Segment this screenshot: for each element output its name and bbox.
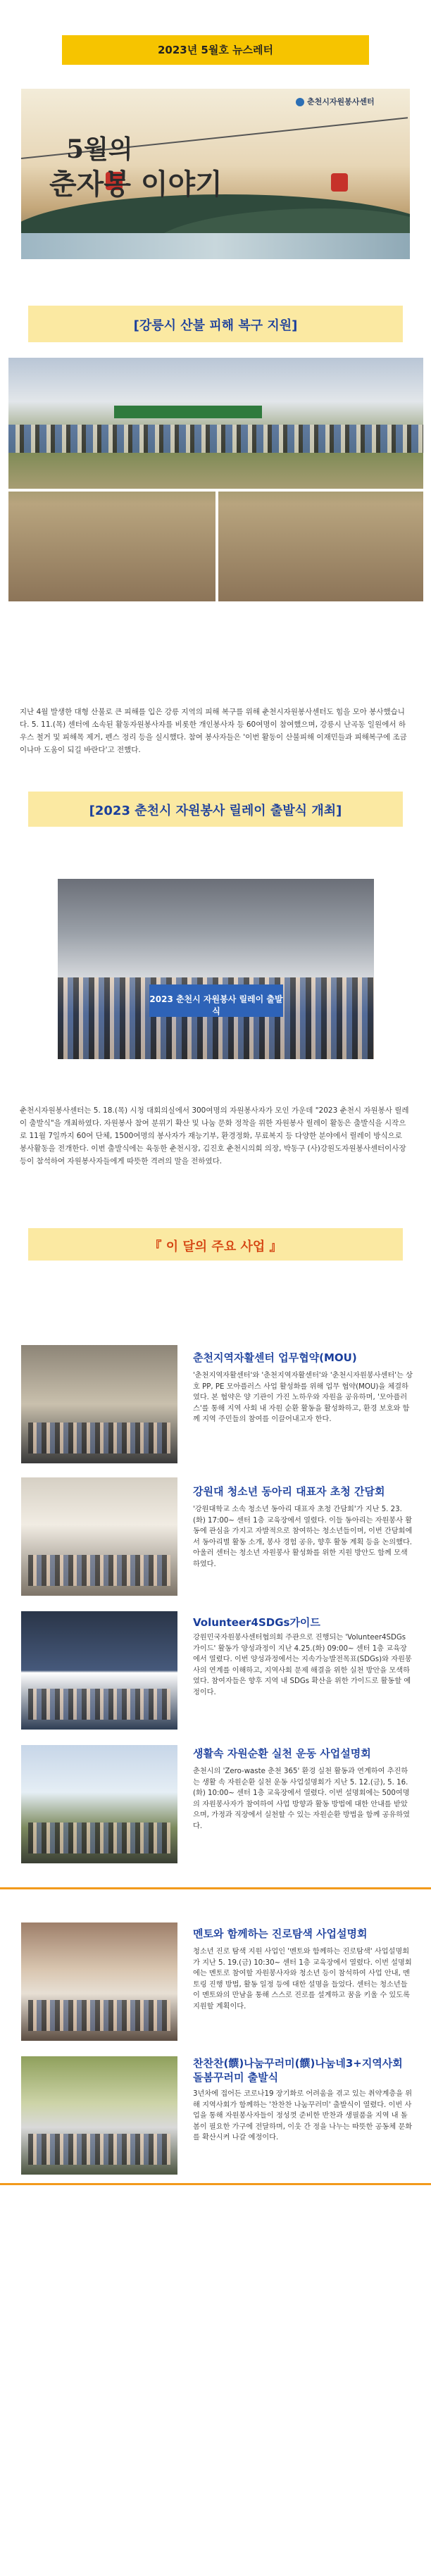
photo-divider xyxy=(216,492,218,601)
stage-banner xyxy=(149,984,283,1017)
section-title: [2023 춘천시 자원봉사 릴레이 출발식 개최] xyxy=(89,804,342,818)
item-title: 찬찬찬(饌)나눔꾸러미(饌)나눔네3+지역사회돌봄꾸러미 출발식 xyxy=(193,2057,403,2084)
wildfire-recovery-photo xyxy=(8,358,423,601)
volunteer-group-image xyxy=(8,425,423,453)
section-header-monthly xyxy=(28,1228,403,1261)
cable-car-image xyxy=(331,173,348,192)
people-image xyxy=(28,1689,170,1720)
item-description: '춘천지역자활센터'와 '춘천지역자활센터'와 '춘천시자원봉사센터'는 상호 PP, PE 모아플러스 사업 활성화를 위해 업무 협약(MOU)을 체결하였다. 본 협약은 양 기관이 가진 노하우와 자원을 공유하며, '모아플러스'를 통해 지역 사회 내 자원 순환 활동을 활성화하고, 환경 보호와 함께 지역 주민들의 참여를 이끌어내고자 한다. xyxy=(193,1372,413,1423)
item-title: 강원대 청소년 동아리 대표자 초청 간담회 xyxy=(193,1485,385,1498)
section-title: [강릉시 산불 피해 복구 지원] xyxy=(133,318,298,333)
center-logo xyxy=(296,96,375,107)
river-image xyxy=(21,233,410,259)
item-description: 강원민국자원봉사센터협의회 주관으로 진행되는 'Volunteer4SDGs 가이드' 활동가 양성과정이 지난 4.25.(화) 09:00~ 센터 1층 교육장에서 열렸다. 이번 양성과정에서는 지속가능발전목표(SDGs)와 자원봉사의 연계를 이해하고, 지역사회 문제 해결을 위한 실천 방안을 모색하였다. 참여자들은 향후 지역 내 SDGs 확산을 위한 가이드로 활동할 예정이다. xyxy=(193,1634,412,1696)
hero-title-line2: 춘자봉 이야기 xyxy=(49,168,223,201)
item-description: '강원대학교 소속 청소년 동아리 대표자 초청 간담회'가 지난 5. 23.(화) 17:00~ 센터 1층 교육장에서 열렸다. 이들 동아리는 자원봉사 활동에 관심을 가지고 자발적으로 참여하는 청소년들이며, 이번 간담회에서 동아리별 활동 소개, 봉사 경험 공유, 향후 활동 계획 등을 논의했다. 아울러 센터는 청소년 자원봉사 활성화를 위한 지원 방안도 함께 모색하였다. xyxy=(193,1506,413,1568)
item-title: 멘토와 함께하는 진로탐색 사업설명회 xyxy=(193,1927,368,1940)
newsletter-title: 2023년 5월호 뉴스레터 xyxy=(62,35,369,65)
item-description: 청소년 진로 탐색 지원 사업인 '멘토와 함께하는 진로탐색' 사업설명회가 지난 5. 19.(금) 10:30~ 센터 1층 교육장에서 열렸다. 이번 설명회에는 멘토로 참여할 자원봉사자와 청소년 등이 참석하여 사업 안내, 멘토링 진행 방법, 활동 일정 등에 대한 설명을 들었다. 센터는 청소년들이 멘토와의 만남을 통해 스스로 진로를 설계하고 꿈을 키울 수 있도록 지원할 계획이다. xyxy=(193,1948,412,2011)
divider-line xyxy=(0,1887,431,1889)
item-photo xyxy=(21,1477,177,1596)
divider-line xyxy=(0,2183,431,2185)
people-image xyxy=(28,1423,170,1453)
wildfire-body-text: 지난 4월 발생한 대형 산불로 큰 피해를 입은 강릉 지역의 피해 복구를 위해 춘천시자원봉사센터도 힘을 모아 봉사했습니다. 5. 11.(목) 센터에 소속된 활동자원봉사자를 비롯한 개인봉사자 등 60여명이 참여했으며, 강릉시 난곡동 일원에서 하우스 철거 및 피해목 제거, 펜스 정리 등을 실시했다. 참여 봉사자들은 '이번 활동이 산불피해 이재민들과 피해복구에 조금이나마 도움이 되길 바란다'고 전했다. xyxy=(20,708,407,754)
logo-text: 춘천시자원봉사센터 xyxy=(307,97,375,106)
item-title: Volunteer4SDGs가이드 xyxy=(193,1616,320,1629)
relay-ceremony-photo xyxy=(58,879,374,1059)
people-image xyxy=(28,2000,170,2031)
item-photo xyxy=(21,1922,177,2041)
item-photo xyxy=(21,1345,177,1463)
hero-title-line1: 5월의 xyxy=(66,135,133,164)
hero-banner xyxy=(21,89,410,259)
section-header-relay xyxy=(28,792,403,827)
item-title: 춘천지역자활센터 업무협약(MOU) xyxy=(193,1351,357,1364)
group-banner-image xyxy=(114,406,262,418)
section-header-wildfire xyxy=(28,306,403,342)
item-title: 생활속 자원순환 실천 운동 사업설명회 xyxy=(193,1747,371,1760)
logo-icon xyxy=(296,98,304,106)
people-image xyxy=(28,1555,170,1586)
people-image xyxy=(28,1822,170,1853)
people-image xyxy=(28,2134,170,2165)
stage-banner-text: 2023 춘천시 자원봉사 릴레이 출발식 xyxy=(149,994,283,1016)
item-description: 춘천시의 'Zero-waste 춘천 365' 환경 실천 활동과 연계하여 추진하는 생활 속 자원순환 실천 운동 사업설명회가 지난 5. 12.(금), 5. 16.(화) 10:00~ 센터 1층 교육장에서 열렸다. 이번 설명회에는 500여명의 자원봉사자가 참여하여 사업 방향과 활동 방법에 대한 안내를 받았으며, 가정과 직장에서 실천할 수 있는 자원순환 방법을 함께 공유하였다. xyxy=(193,1768,410,1830)
item-photo xyxy=(21,1611,177,1730)
section-title: 『 이 달의 주요 사업 』 xyxy=(149,1239,282,1254)
item-description: 3년차에 접어든 코로나19 장기화로 어려움을 겪고 있는 취약계층을 위해 지역사회가 함께하는 '찬찬찬 나눔꾸러미' 출발식이 열렸다. 이번 사업을 통해 자원봉사자들이 정성껏 준비한 반찬과 생필품을 지역 내 돌봄이 필요한 가구에 전달하며, 이웃 간 정을 나누는 따뜻한 공동체 문화를 확산시켜 나갈 예정이다. xyxy=(193,2090,413,2142)
top-band xyxy=(0,0,431,17)
item-photo xyxy=(21,2056,177,2175)
relay-body-text: 춘천시자원봉사센터는 5. 18.(목) 시청 대회의실에서 300여명의 자원봉사자가 모인 가운데 "2023 춘천시 자원봉사 릴레이 출발식"을 개최하였다. 자원봉사 참여 분위기 확산 및 나눔 문화 정착을 위한 자원봉사 릴레이 활동은 출발식을 시작으로 11월 7일까지 60여 단체, 1500여명의 봉사자가 재능기부, 환경정화, 무료복지 등 다양한 분야에서 릴레이 방식으로 봉사활동을 전개한다. 이번 출발식에는 육동한 춘천시장, 김진호 춘천시의회 의장, 박동구 (사)강원도자원봉사센터이사장 등이 참석하여 자원봉사자들에게 따뜻한 격려의 말을 전하였다. xyxy=(20,1106,409,1165)
item-photo xyxy=(21,1745,177,1863)
